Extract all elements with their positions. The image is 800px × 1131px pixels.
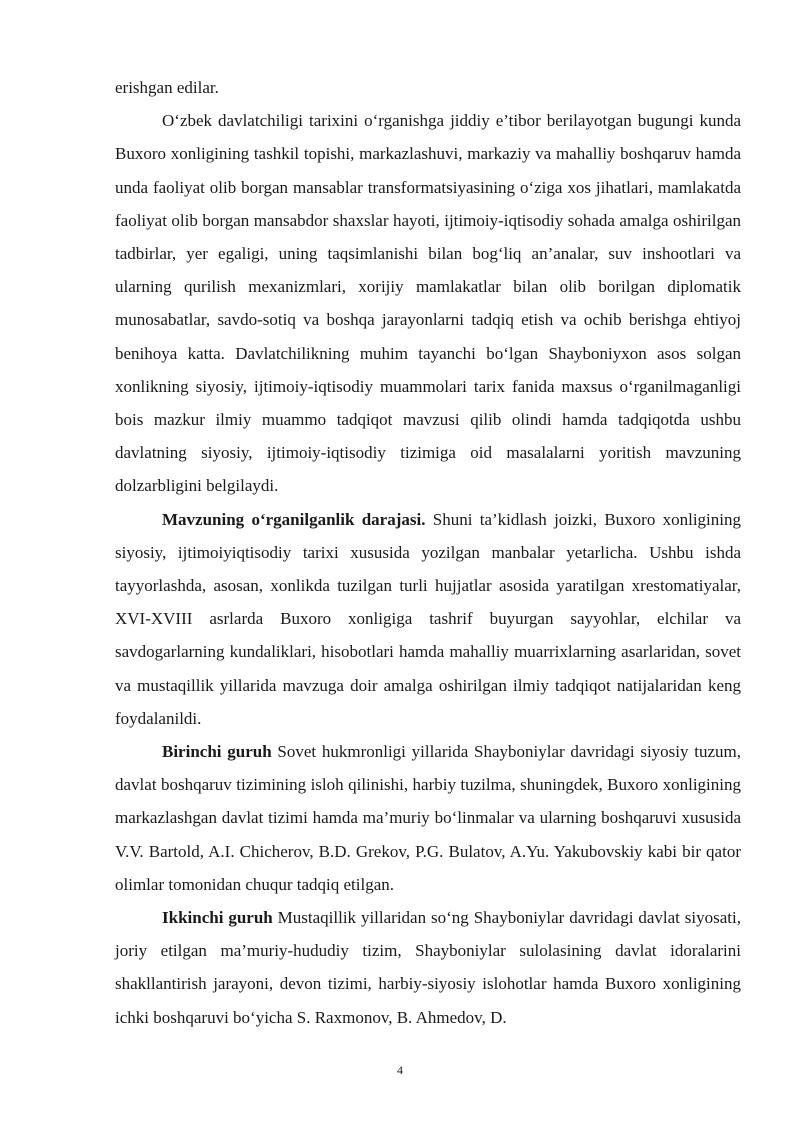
paragraph-text: Mustaqillik yillaridan so‘ng Shayboniylar davridagi davlat siyosati, joriy etilgan ma’muriy-hududiy tizim, Shayboniylar sulolasining davlat idoralarini shakllantirish jarayoni, devon tizimi, harbiy-siyosiy islohotlar hamda Buxoro xonligining ichki boshqaruvi bo‘yicha S. Raxmonov, B. Ahmedov, D.	[115, 908, 741, 1027]
page-number: 4	[397, 1063, 403, 1077]
paragraph-first-group	[115, 735, 741, 901]
paragraph-study-level	[115, 503, 741, 735]
paragraph-second-group	[115, 901, 741, 1034]
paragraph-relevance	[115, 104, 741, 502]
paragraph-continuation	[115, 71, 741, 104]
body-text	[115, 71, 741, 1034]
paragraph-text: Sovet hukmronligi yillarida Shayboniylar davridagi siyosiy tuzum, davlat boshqaruv tizimining isloh qilinishi, harbiy tuzilma, shuningdek, Buxoro xonligining markazlashgan davlat tizimi hamda ma’muriy bo‘linmalar va ularning boshqaruvi xususida V.V. Bartold, A.I. Chicherov, B.D. Grekov, P.G. Bulatov, A.Yu. Yakubovskiy kabi bir qator olimlar tomonidan chuqur tadqiq etilgan.	[115, 742, 741, 894]
paragraph-text: erishgan edilar.	[115, 78, 219, 97]
paragraph-lead: Mavzuning o‘rganilganlik darajasi.	[162, 509, 426, 529]
paragraph-text: Shuni ta’kidlash joizki, Buxoro xonligining siyosiy, ijtimoiyiqtisodiy tarixi xususida yozilgan manbalar yetarlicha. Ushbu ishda tayyorlashda, asosan, xonlikda tuzilgan turli hujjatlar asosida yaratilgan xrestomatiyalar, XVI-XVIII asrlarda Buxoro xonligiga tashrif buyurgan sayyohlar, elchilar va savdogarlarning kundaliklari, hisobotlari hamda mahalliy muarrixlarning asarlaridan, sovet va mustaqillik yillarida mavzuga doir amalga oshirilgan ilmiy tadqiqot natijalaridan keng foydalanildi.	[115, 509, 742, 728]
paragraph-text: O‘zbek davlatchiligi tarixini o‘rganishga jiddiy e’tibor berilayotgan bugungi kunda Buxoro xonligining tashkil topishi, markazlashuvi, markaziy va mahalliy boshqaruv hamda unda faoliyat olib borgan mansablar transformatsiyasining o‘ziga xos jihatlari, mamlakatda faoliyat olib borgan mansabdor shaxslar hayoti, ijtimoiy-iqtisodiy sohada amalga oshirilgan tadbirlar, yer egaligi, uning taqsimlanishi bilan bog‘liq an’analar, suv inshootlari va ularning qurilish mexanizmlari, xorijiy mamlakatlar bilan olib borilgan diplomatik munosabatlar, savdo-sotiq va boshqa jarayonlarni tadqiq etish va ochib berishga ehtiyoj benihoya katta. Davlatchilikning muhim tayanchi bo‘lgan Shayboniyxon asos solgan xonlikning siyosiy, ijtimoiy-iqtisodiy muammolari tarix fanida maxsus o‘rganilmaganligi bois mazkur ilmiy muammo tadqiqot mavzusi qilib olindi hamda tadqiqotda ushbu davlatning siyosiy, ijtimoiy-iqtisodiy tizimiga oid masalalarni yoritish mavzuning dolzarbligini belgilaydi.	[115, 111, 741, 496]
paragraph-lead: Birinchi guruh	[162, 742, 272, 762]
paragraph-lead: Ikkinchi guruh	[162, 908, 273, 928]
